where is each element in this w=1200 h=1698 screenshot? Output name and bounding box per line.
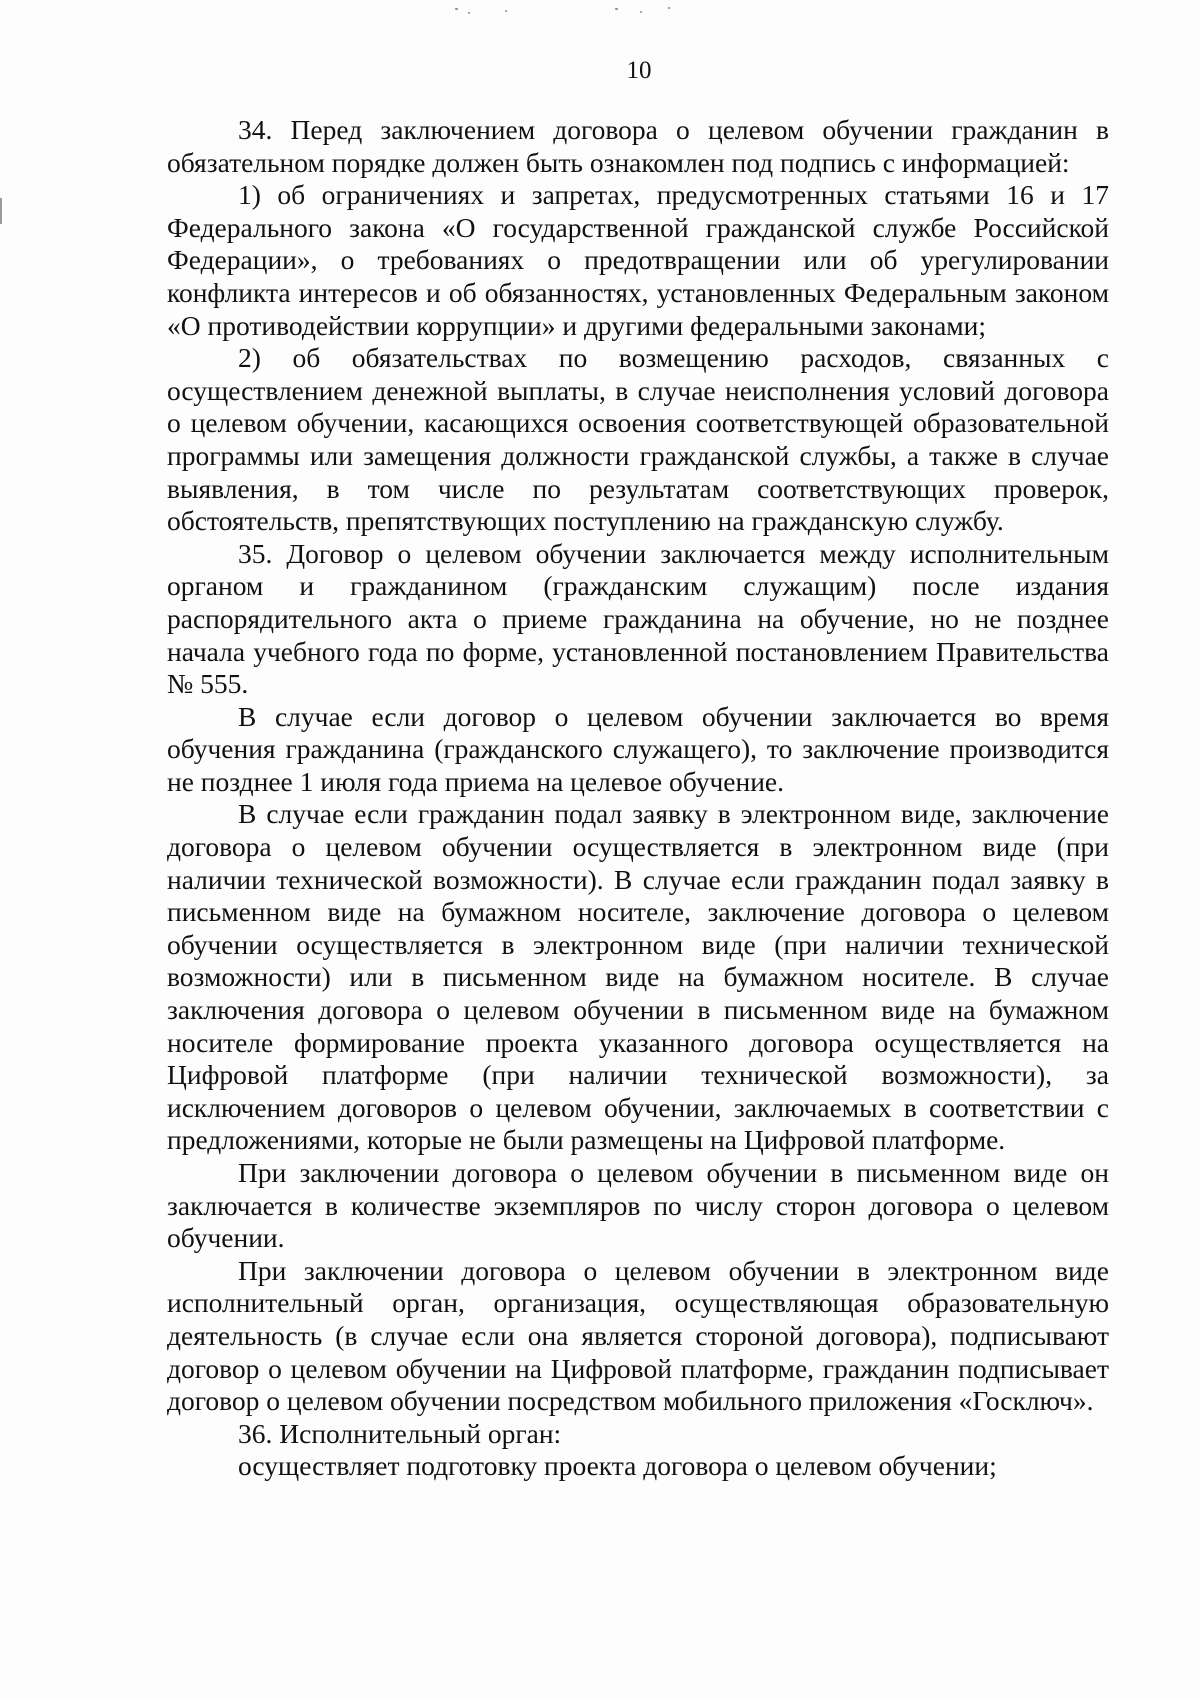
page-number: 10 [626,57,652,84]
paragraph-35-during-study: В случае если договор о целевом обучении заключается во время обучения гражданина (гражданского служащего), то заключение производится не позднее 1 июля года приема на целевое обучение. [167,700,1109,797]
paragraph-35: 35. Договор о целевом обучении заключается между исполнительным органом и гражданином (гражданским служащим) после издания распорядительного акта о приеме гражданина на обучение, но не позднее начала учебного года по форме, установленной постановлением Правительства № 555. [167,537,1109,700]
paragraph-35-electronic-signing: При заключении договора о целевом обучении в электронном виде исполнительный орган, организация, осуществляющая образовательную деятельность (в случае если она является стороной договора), подписывают договор о целевом обучении на Цифровой платформе, гражданин подписывает договор о целевом обучении посредством мобильного приложения «Госключ». [167,1254,1109,1417]
scan-artifact [505,10,507,12]
scan-artifact [468,12,470,14]
paragraph-34-item-2: 2) об обязательствах по возмещению расходов, связанных с осуществлением денежной выплаты, в случае неисполнения условий договора о целевом обучении, касающихся освоения соответствующей образовательной программы или замещения должности гражданской службы, а также в случае выявления, в том числе по результатам соответствующих проверок, обстоятельств, препятствующих поступлению на гражданскую службу. [167,342,1109,537]
scan-artifact [455,8,458,10]
document-body [167,114,1109,1483]
paragraph-36-heading: 36. Исполнительный орган: [238,1417,562,1449]
scan-artifact [615,8,618,10]
scan-artifact [668,7,670,9]
paragraph-36-item: осуществляет подготовку проекта договора о целевом обучении; [238,1450,997,1482]
scan-edge-mark [0,198,2,224]
paragraph-34-item-1: 1) об ограничениях и запретах, предусмотренных статьями 16 и 17 Федерального закона «О государственной гражданской службе Российской Федерации», о требованиях о предотвращении или об урегулировании конфликта интересов и об обязанностях, установленных Федеральным законом «О противодействии коррупции» и другими федеральными законами; [167,179,1109,341]
scan-artifact [640,11,642,13]
paragraph-35-paper-copies: При заключении договора о целевом обучении в письменном виде он заключается в количестве экземпляров по числу сторон договора о целевом обучении. [167,1157,1109,1254]
paragraph-34-intro: 34. Перед заключением договора о целевом обучении гражданин в обязательном порядке должен быть ознакомлен под подпись с информацией: [167,114,1109,178]
paragraph-35-electronic: В случае если гражданин подал заявку в электронном виде, заключение договора о целевом обучении осуществляется в электронном виде (при наличии технической возможности). В случае если гражданин подал заявку в письменном виде на бумажном носителе, заключение договора о целевом обучении осуществляется в электронном виде (при наличии технической возможности) или в письменном виде на бумажном носителе. В случае заключения договора о целевом обучении в письменном виде на бумажном носителе формирование проекта указанного договора осуществляется на Цифровой платформе (при наличии технической возможности), за исключением договоров о целевом обучении, заключаемых в соответствии с предложениями, которые не были размещены на Цифровой платформе. [167,798,1109,1156]
